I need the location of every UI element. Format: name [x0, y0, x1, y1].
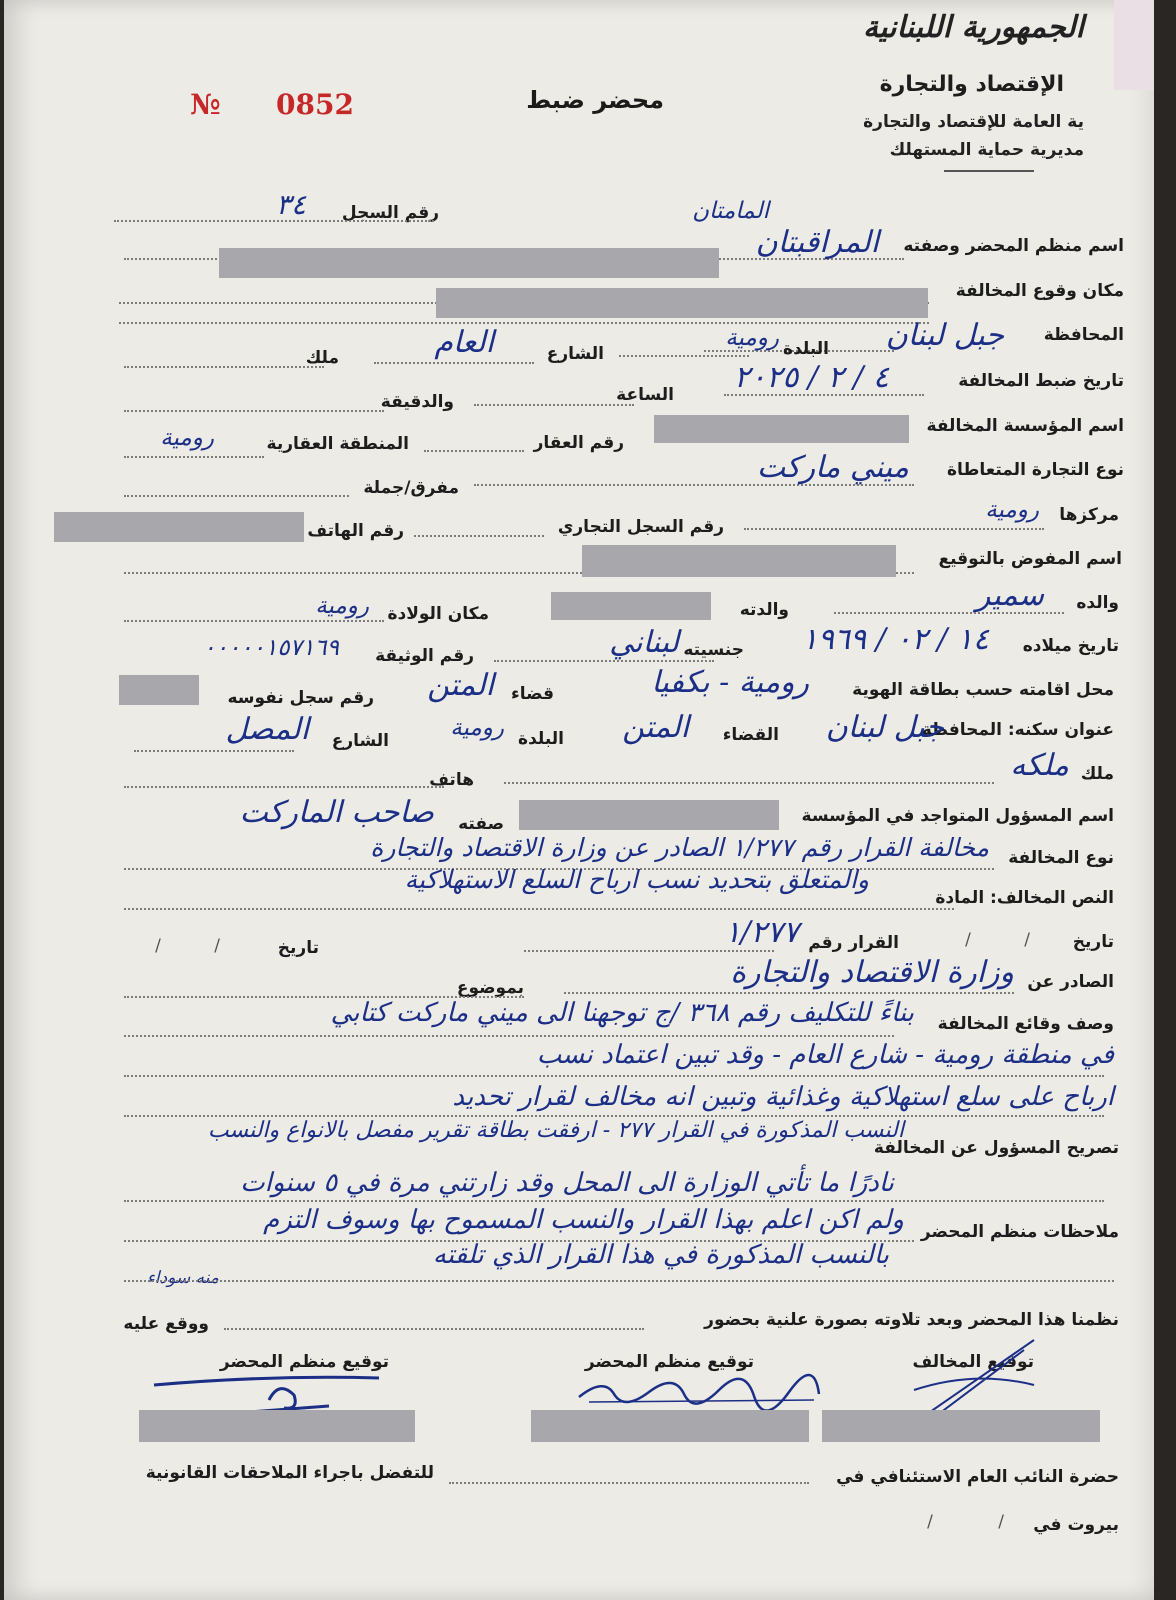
label-text: النص المخالف: المادة [935, 888, 1114, 908]
label-capacity: صفته [458, 814, 504, 834]
hw-organizer-top: المامتان [692, 198, 769, 224]
label-mother: والدته [739, 600, 789, 620]
label-sig-org2: توقيع منظم المحضر [219, 1352, 389, 1372]
redaction-block [519, 800, 779, 830]
label-town: البلدة [783, 339, 829, 359]
line-birthplace [124, 620, 384, 622]
redaction-block [822, 1410, 1100, 1442]
label-organizer: اسم منظم المحضر وصفته [903, 236, 1124, 256]
label-decision-no: القرار رقم [808, 933, 899, 953]
label-lot: رقم العقار [533, 433, 624, 453]
label-property2: ملك [1080, 764, 1114, 784]
hw-trade: ميني ماركت [756, 450, 909, 485]
page-title: محضر ضبط [526, 86, 664, 114]
hw-address-street: المصل [225, 712, 309, 747]
hw-facts-1: بناءً للتكليف رقم ٣٦٨ /ج توجهنا الى ميني ماركت كتابي [330, 998, 914, 1028]
hw-notes-1: ولم اكن اعلم بهذا القرار والنسب المسموح بها وسوف التزم [263, 1205, 904, 1235]
line-closing [224, 1328, 644, 1330]
hw-town: رومية [725, 325, 779, 351]
label-birthdate: تاريخ ميلاده [1022, 636, 1119, 656]
ministry-name: الإقتصاد والتجارة [879, 72, 1064, 97]
label-zone: المنطقة العقارية [266, 434, 409, 454]
line-hour [474, 404, 634, 406]
line-zone [124, 456, 264, 458]
hw-address-district: المتن [622, 710, 689, 745]
label-issued-by: الصادر عن [1027, 972, 1114, 992]
label-center: مركزها [1059, 505, 1119, 525]
label-birthplace: مكان الولادة [387, 604, 489, 624]
paper-edge [1114, 0, 1154, 90]
hw-decision-no: ١/٢٧٧ [724, 915, 799, 950]
hw-statement-1: نادرًا ما تأتي الوزارة الى المحل وقد زارتني مرة في ٥ سنوات [240, 1168, 894, 1198]
hw-notes-3: منه سوداء [146, 1268, 219, 1288]
directorate-general: ية العامة للإقتصاد والتجارة [863, 112, 1084, 132]
label-governorate: المحافظة [1043, 325, 1124, 345]
hw-property2: ملكه [1010, 748, 1069, 783]
line-statement [124, 1200, 1104, 1202]
hw-violation-line1: مخالفة القرار رقم ١/٢٧٧ الصادر عن وزارة الاقتصاد والتجارة [370, 833, 989, 862]
closing-text: نظمنا هذا المحضر وبعد تلاوته بصورة علنية بحضور [704, 1310, 1119, 1330]
label-cr: رقم السجل التجاري [557, 517, 724, 537]
line-address-street [134, 750, 294, 752]
hw-violation-line2: والمتعلق بتحديد نسب ارباح السلع الاستهلاكية [404, 865, 869, 894]
date-blank-1: / / [965, 930, 1054, 950]
line-facts-2 [124, 1075, 1104, 1077]
label-signatory: اسم المفوض بالتوقيع [938, 549, 1122, 569]
signature-organizer-1 [574, 1372, 824, 1412]
hw-issued-by: وزارة الاقتصاد والتجارة [730, 955, 1014, 990]
line-center [744, 528, 1044, 530]
serial-symbol: № [190, 88, 221, 121]
label-sig-violator: توقيع المخالف [912, 1352, 1034, 1372]
hw-doc-no: ٠٠٠٠٠١٥٧١٦٩ [203, 635, 339, 661]
directorate: مديرية حماية المستهلك [889, 140, 1084, 160]
line-minute [124, 410, 384, 412]
label-date: تاريخ ضبط المخالفة [958, 371, 1124, 391]
line-decision [524, 950, 774, 952]
label-place: مكان وقوع المخالفة [955, 281, 1124, 301]
line-text [124, 908, 954, 910]
line-register [114, 220, 434, 222]
redaction-block [436, 288, 928, 318]
hw-birthplace: رومية [315, 593, 369, 619]
label-district2: القضاء [722, 725, 779, 745]
label-town2: البلدة [518, 729, 564, 749]
hw-notes-2: بالنسب المذكورة في هذا القرار الذي تلقته [432, 1240, 889, 1270]
label-district1: قضاء [511, 684, 554, 704]
hw-street: العام [434, 325, 494, 360]
line-notes-2 [124, 1280, 1114, 1282]
label-hour: الساعة [616, 385, 674, 405]
ministry-logo-text: الجمهورية اللبنانية [862, 10, 1084, 45]
label-phone: رقم الهاتف [307, 521, 404, 541]
label-date-left: تاريخ [1072, 932, 1114, 952]
hw-residence: رومية - بكفيا [651, 665, 809, 700]
line-facts-3 [124, 1115, 1104, 1117]
hw-father: سمير [975, 578, 1044, 613]
label-street2: الشارع [331, 731, 389, 751]
serial-number: 0852 [276, 88, 354, 121]
hw-date: ٤ / ٢ / ٢٠٢٥ [733, 360, 889, 395]
hw-district1: المتن [427, 668, 494, 703]
label-doc-no: رقم الوثيقة [375, 646, 474, 666]
label-violation-type: نوع المخالفة [1008, 848, 1114, 868]
redaction-block [54, 512, 304, 542]
date-blank-2: / / [155, 936, 244, 956]
line-cr [414, 535, 544, 537]
label-street: الشارع [546, 344, 604, 364]
redaction-block [119, 675, 199, 705]
hw-facts-3: ارباح على سلع استهلاكية وغذائية وتبين انه مخالف لقرار تحديد [452, 1082, 1114, 1112]
redaction-block [654, 415, 909, 443]
date-blank-3: / / [927, 1512, 1034, 1532]
label-sig-org1: توقيع منظم المحضر [584, 1352, 754, 1372]
line-phone2 [124, 786, 444, 788]
label-minute: والدقيقة [380, 392, 454, 412]
hw-birthdate: ١٤ / ٠٢ / ١٩٦٩ [801, 622, 989, 657]
line-nationality [494, 660, 714, 662]
hw-governorate: جبل لبنان [885, 318, 1004, 353]
label-civil-reg: رقم سجل نفوسه [227, 688, 374, 708]
redaction-block [582, 545, 896, 577]
hw-capacity: صاحب الماركت [239, 795, 434, 830]
hw-center: رومية [985, 497, 1039, 523]
label-subject: بموضوع [456, 978, 524, 998]
line-town [619, 355, 749, 357]
line-place-2 [119, 322, 929, 324]
redaction-block [551, 592, 711, 620]
line-father [834, 612, 1064, 614]
form-sheet [4, 0, 1154, 1600]
label-nationality: جنسيته [683, 640, 744, 660]
hw-nationality: لبناني [609, 625, 679, 660]
line-issued-by [564, 992, 1014, 994]
hw-organizer: المراقبتان [755, 225, 879, 260]
label-company: اسم المؤسسة المخالفة [926, 416, 1124, 436]
hw-address-town: رومية [450, 715, 504, 741]
hw-address-gov: جبل لبنان [825, 710, 944, 745]
hw-register-no: ٣٤ [275, 188, 306, 221]
label-residence: محل اقامته حسب بطاقة الهوية [852, 680, 1114, 700]
line-lot [424, 450, 524, 452]
label-phone2: هاتف [429, 770, 474, 790]
hw-zone: رومية [160, 425, 214, 451]
line-prosecutor [449, 1482, 809, 1484]
redaction-block [531, 1410, 809, 1442]
line-facts-1 [124, 1035, 894, 1037]
label-date-right: تاريخ [277, 938, 319, 958]
label-prosecutor: حضرة النائب العام الاستئنافي في [836, 1467, 1119, 1487]
label-address: عنوان سكنه: المحافظة [921, 720, 1114, 740]
label-action: للتفضل باجراء الملاحقات القانونية [145, 1463, 434, 1483]
line-property [124, 366, 324, 368]
redaction-block [139, 1410, 415, 1442]
hw-facts-2: في منطقة رومية - شارع العام - وقد تبين اعتماد نسب [536, 1040, 1114, 1070]
label-father: والده [1076, 593, 1119, 613]
label-property: ملك [305, 348, 339, 368]
label-register-no: رقم السجل [341, 203, 439, 223]
line-retail [124, 495, 349, 497]
label-trade: نوع التجارة المتعاطاة [946, 460, 1124, 480]
label-retail: مفرق/جملة [363, 478, 459, 498]
label-responsible: اسم المسؤول المتواجد في المؤسسة [801, 806, 1114, 826]
header-underline [944, 170, 1034, 172]
line-property2 [504, 782, 994, 784]
closing-signed: ووقع عليه [123, 1314, 209, 1334]
label-beirut: بيروت في [1033, 1515, 1119, 1535]
label-facts: وصف وقائع المخالفة [937, 1014, 1114, 1034]
label-statement: تصريح المسؤول عن المخالفة [873, 1138, 1119, 1158]
label-notes: ملاحظات منظم المحضر [920, 1222, 1119, 1242]
hw-facts-4: النسب المذكورة في القرار ٢٧٧ - ارفقت بطاقة تقرير مفصل بالانواع والنسب [207, 1118, 904, 1143]
line-street [374, 362, 534, 364]
redaction-block [219, 248, 719, 278]
